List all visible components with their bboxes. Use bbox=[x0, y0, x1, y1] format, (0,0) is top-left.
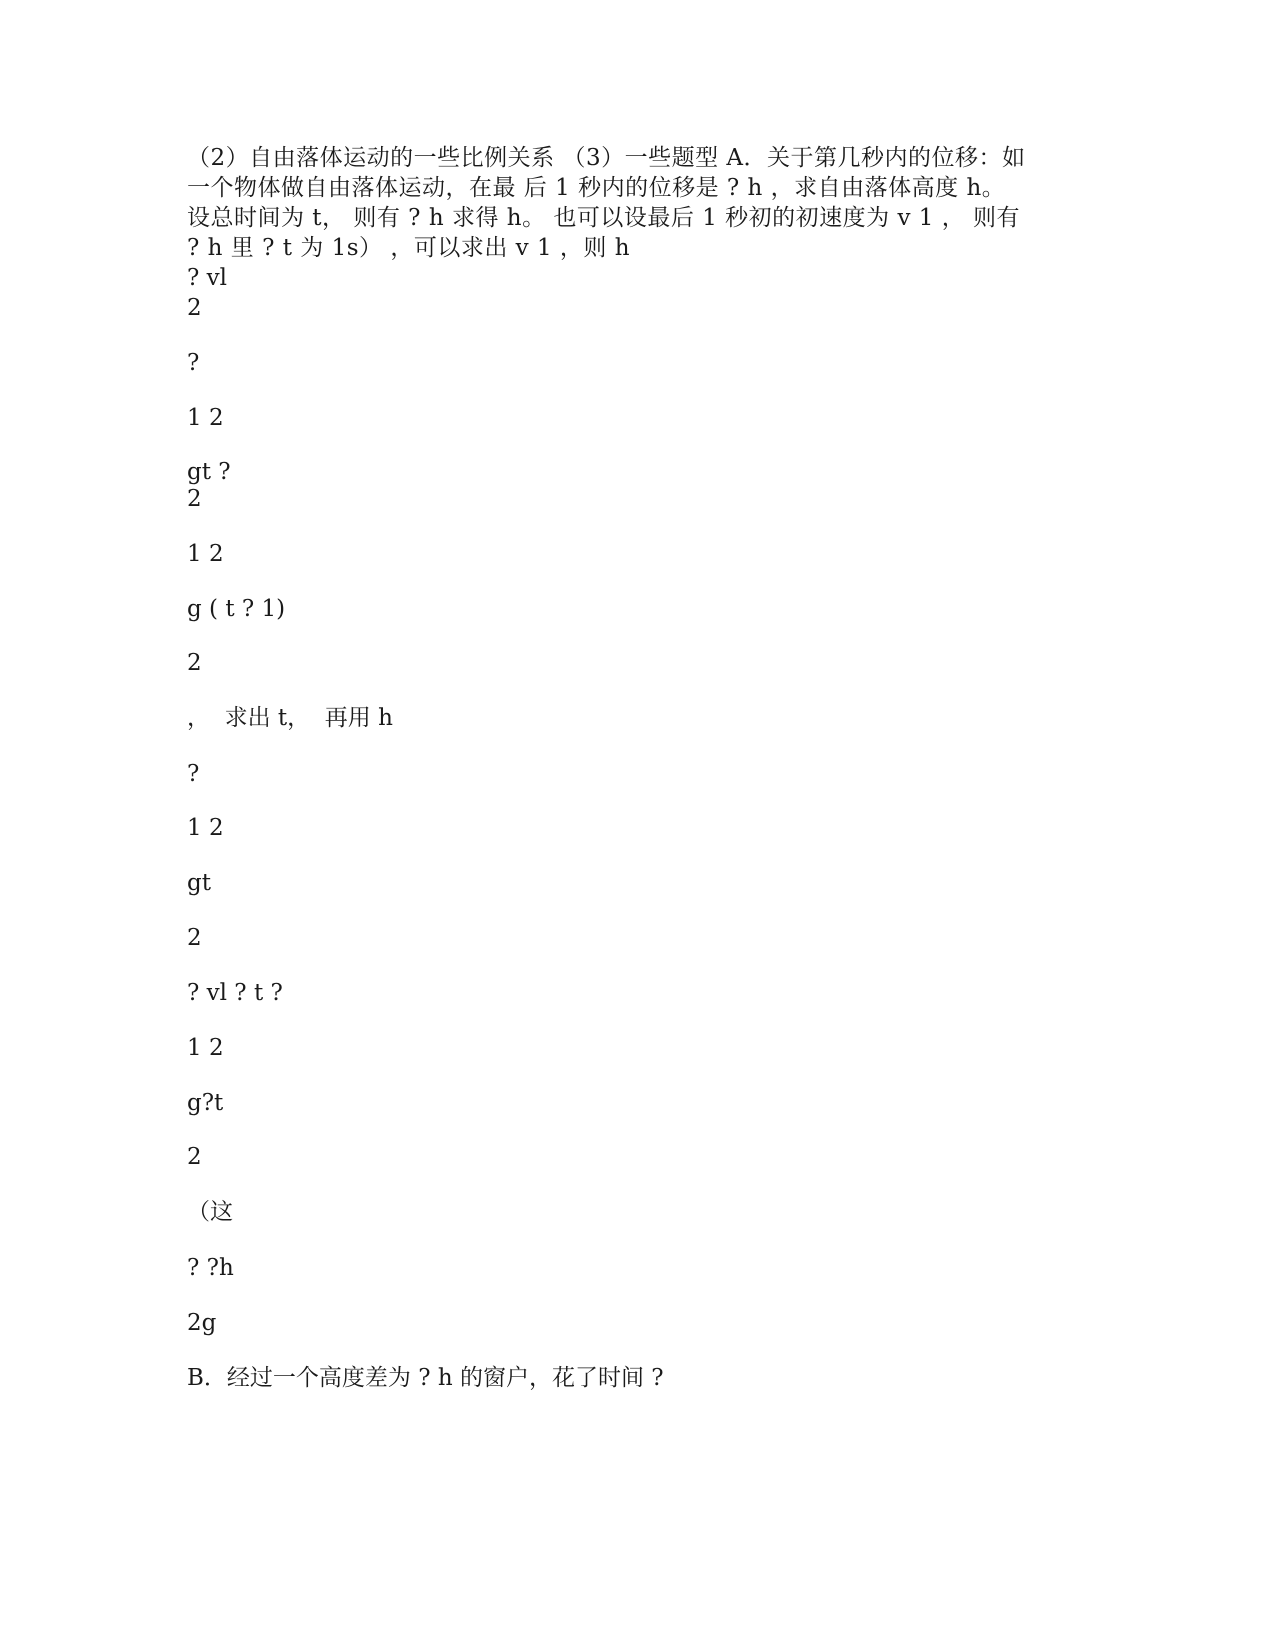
formula-fragment: 1 2 bbox=[187, 815, 224, 841]
formula-fragment: 2 bbox=[187, 486, 202, 512]
paragraph-line-4: ? h 里 ? t 为 1s） ，可以求出 v 1 ，则 h bbox=[187, 235, 631, 261]
formula-fragment: 1 2 bbox=[187, 405, 224, 431]
section-b-line: B．经过一个高度差为 ? h 的窗户，花了时间 ? bbox=[187, 1365, 664, 1391]
formula-fragment: ? ?h bbox=[187, 1255, 234, 1281]
formula-fragment: 2 bbox=[187, 925, 202, 951]
formula-fragment: 2 bbox=[187, 295, 202, 321]
formula-fragment: ? vl ? t ? bbox=[187, 980, 283, 1006]
paragraph-line-2: 一个物体做自由落体运动，在最 后 1 秒内的位移是 ? h ，求自由落体高度 h。 bbox=[187, 175, 1006, 201]
formula-fragment: g ( t ? 1) bbox=[187, 596, 286, 622]
formula-fragment: ， 求出 t， 再用 h bbox=[187, 705, 393, 731]
formula-fragment: 2 bbox=[187, 1144, 202, 1170]
formula-fragment: ? bbox=[187, 350, 200, 376]
formula-fragment: （这 bbox=[187, 1199, 233, 1225]
formula-fragment: gt bbox=[187, 870, 211, 896]
formula-fragment: 2 bbox=[187, 650, 202, 676]
formula-fragment: 2g bbox=[187, 1310, 217, 1336]
formula-fragment: 1 2 bbox=[187, 1035, 224, 1061]
formula-fragment: ? vl bbox=[187, 265, 227, 291]
formula-fragment: g?t bbox=[187, 1090, 224, 1116]
formula-fragment: ? bbox=[187, 761, 200, 787]
paragraph-line-3: 设总时间为 t， 则有 ? h 求得 h。 也可以设最后 1 秒初的初速度为 v 1 ， 则有 bbox=[187, 205, 1021, 231]
formula-fragment: 1 2 bbox=[187, 541, 224, 567]
formula-fragment: gt ? bbox=[187, 459, 231, 485]
paragraph-line-1: （2）自由落体运动的一些比例关系 （3）一些题型 A．关于第几秒内的位移：如 bbox=[187, 145, 1026, 171]
